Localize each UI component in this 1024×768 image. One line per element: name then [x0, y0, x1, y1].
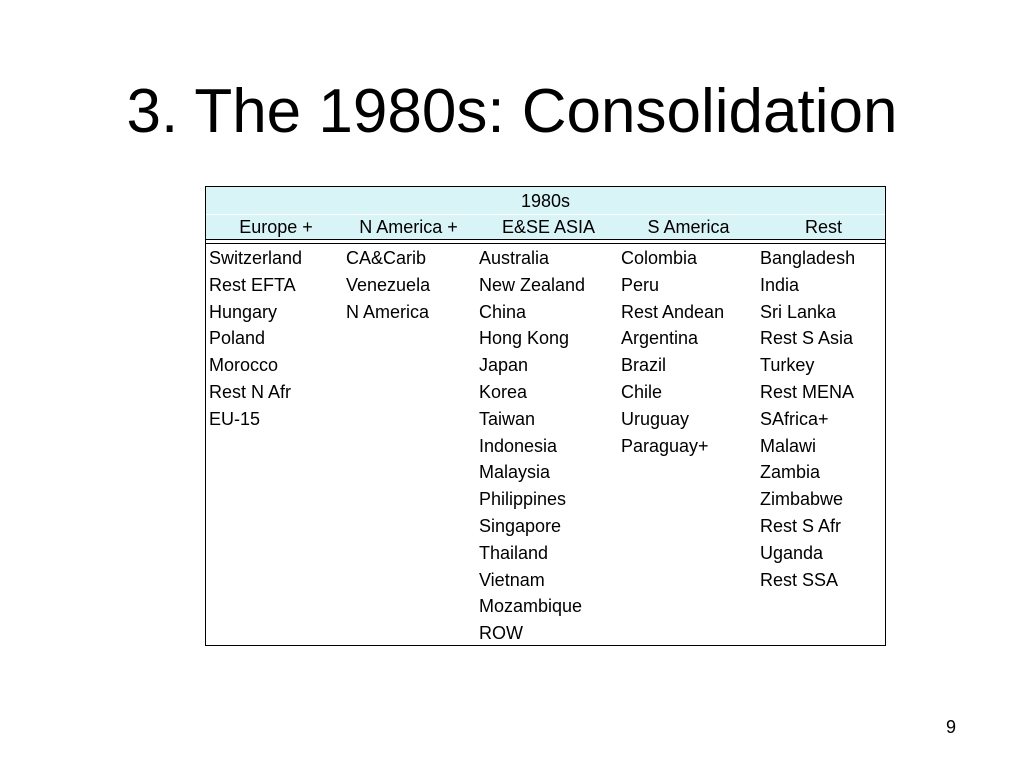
- list-item: SAfrica+: [760, 408, 829, 429]
- list-item: Rest N Afr: [209, 381, 292, 402]
- list-item: Sri Lanka: [760, 301, 837, 322]
- header-double-rule: [206, 239, 885, 244]
- list-item: Vietnam: [479, 569, 545, 590]
- slide-title: 3. The 1980s: Consolidation: [126, 77, 898, 146]
- list-item: N America: [346, 301, 430, 322]
- list-item: Colombia: [621, 248, 698, 268]
- list-item: Rest S Asia: [760, 328, 854, 349]
- list-item: Zambia: [760, 462, 821, 483]
- list-item: Morocco: [209, 355, 279, 376]
- list-item: Mozambique: [479, 596, 583, 617]
- list-item: Indonesia: [479, 435, 558, 456]
- list-item: Rest Andean: [621, 301, 725, 322]
- list-item: Taiwan: [479, 408, 536, 429]
- list-item: Zimbabwe: [760, 489, 844, 510]
- list-item: Australia: [479, 248, 550, 268]
- list-item: Singapore: [479, 515, 562, 536]
- list-item: Philippines: [479, 489, 567, 510]
- column-europe: [209, 245, 302, 433]
- region-table: [205, 186, 886, 646]
- list-item: Rest MENA: [760, 381, 855, 402]
- column-e-se-asia: [479, 245, 585, 647]
- list-item: Rest S Afr: [760, 515, 842, 536]
- column-s-america: [621, 245, 724, 459]
- list-item: ROW: [479, 623, 523, 644]
- list-item: Paraguay+: [621, 435, 709, 456]
- column-rest: [760, 245, 855, 593]
- list-item: Korea: [479, 381, 528, 402]
- list-item: Bangladesh: [760, 248, 856, 268]
- list-item: India: [760, 274, 800, 295]
- page-number: 9: [946, 717, 957, 737]
- list-item: Rest EFTA: [209, 274, 296, 295]
- column-header-rest: Rest: [804, 217, 842, 237]
- list-item: CA&Carib: [346, 248, 427, 268]
- list-item: Hong Kong: [479, 328, 570, 349]
- list-item: Hungary: [209, 301, 278, 322]
- list-item: Chile: [621, 381, 663, 402]
- list-item: Malawi: [760, 435, 817, 456]
- list-item: Rest SSA: [760, 569, 839, 590]
- list-item: Peru: [621, 274, 660, 295]
- list-item: Uruguay: [621, 408, 690, 429]
- list-item: New Zealand: [479, 274, 586, 295]
- list-item: Thailand: [479, 542, 549, 563]
- column-header-s-america: S America: [647, 217, 730, 237]
- list-item: Turkey: [760, 355, 815, 376]
- list-item: Uganda: [760, 542, 824, 563]
- header-divider: [206, 214, 885, 215]
- list-item: Argentina: [621, 328, 699, 349]
- column-header-n-america: N America +: [359, 217, 458, 237]
- list-item: Venezuela: [346, 274, 431, 295]
- list-item: Japan: [479, 355, 529, 376]
- table-header: [206, 187, 885, 239]
- column-header-e-se-asia: E&SE ASIA: [501, 217, 596, 237]
- column-n-america: [346, 245, 430, 325]
- list-item: Poland: [209, 328, 266, 349]
- column-header-europe: Europe +: [239, 217, 313, 237]
- list-item: China: [479, 301, 527, 322]
- list-item: Brazil: [621, 355, 667, 376]
- list-item: Malaysia: [479, 462, 551, 483]
- list-item: Switzerland: [209, 248, 303, 268]
- list-item: EU-15: [209, 408, 261, 429]
- period-label: 1980s: [520, 191, 571, 211]
